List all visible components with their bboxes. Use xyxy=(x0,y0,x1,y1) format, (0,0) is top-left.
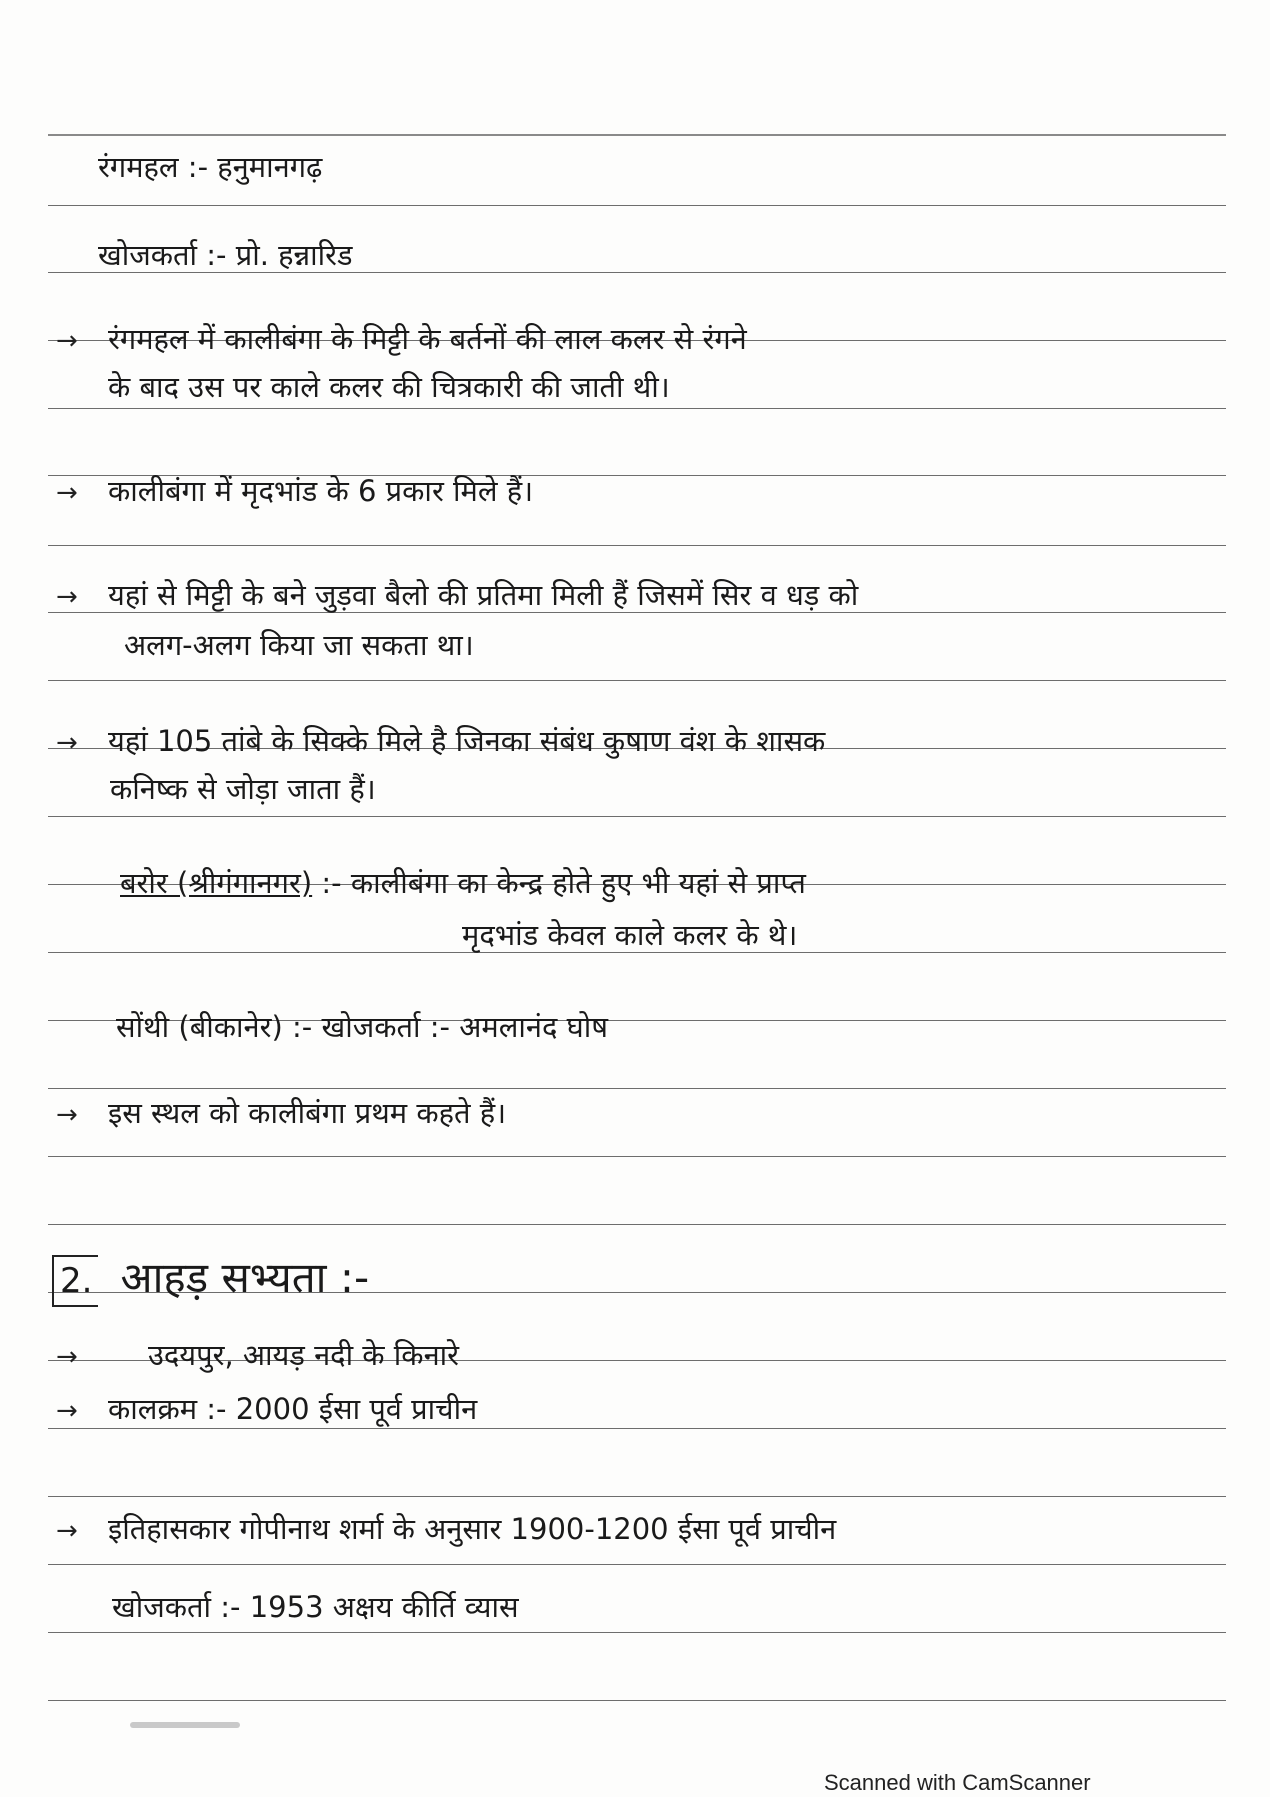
note-line-udaipur xyxy=(56,1338,459,1374)
ruled-line xyxy=(48,680,1226,681)
section-number: 2. xyxy=(52,1255,98,1307)
ruled-line xyxy=(48,272,1226,273)
arrow-icon: → xyxy=(56,478,78,508)
section-heading-ahar xyxy=(52,1254,369,1307)
ruled-line xyxy=(48,545,1226,546)
ruled-line xyxy=(48,1156,1226,1157)
arrow-icon: → xyxy=(56,1100,78,1130)
ruled-line xyxy=(48,408,1226,409)
note-line-pottery-types xyxy=(56,474,533,510)
note-text: रंगमहल में कालीबंगा के मिट्टी के बर्तनों की लाल कलर से रंगने xyxy=(108,322,747,356)
arrow-icon: → xyxy=(56,1342,78,1372)
arrow-icon: → xyxy=(56,728,78,758)
note-text: :- कालीबंगा का केन्द्र होते हुए भी यहां से प्राप्त xyxy=(321,866,806,900)
section-title: आहड़ सभ्यता :- xyxy=(120,1253,370,1302)
note-line-historian xyxy=(56,1512,836,1548)
note-text: यहां 105 तांबे के सिक्के मिले है जिनका संबंध कुषाण वंश के शासक xyxy=(108,724,826,758)
note-line-pottery-a xyxy=(56,322,747,358)
note-text: इतिहासकार गोपीनाथ शर्मा के अनुसार 1900-1200 ईसा पूर्व प्राचीन xyxy=(108,1512,837,1546)
note-text: सोंथी (बीकानेर) :- खोजकर्ता :- अमलानंद घोष xyxy=(116,1010,609,1044)
ruled-line xyxy=(48,1700,1226,1701)
site-title-baror: बरोर (श्रीगंगानगर) xyxy=(120,866,313,900)
note-line-bulls-a xyxy=(56,578,858,614)
arrow-icon: → xyxy=(56,1516,78,1546)
arrow-icon: → xyxy=(56,326,78,356)
note-line-pottery-b xyxy=(108,370,670,404)
note-line-sonthi xyxy=(116,1010,608,1044)
camscanner-watermark: Scanned with CamScanner xyxy=(824,1770,1091,1795)
note-text: अलग-अलग किया जा सकता था। xyxy=(124,628,474,662)
ruled-line xyxy=(48,205,1226,206)
ruled-line xyxy=(48,1564,1226,1565)
ruled-line xyxy=(48,1224,1226,1225)
note-text: कनिष्क से जोड़ा जाता हैं। xyxy=(110,772,376,806)
note-text: रंगमहल :- हनुमानगढ़ xyxy=(98,150,323,184)
ruled-line xyxy=(48,1088,1226,1089)
note-text: खोजकर्ता :- 1953 अक्षय कीर्ति व्यास xyxy=(112,1590,519,1624)
ruled-line xyxy=(48,1632,1226,1633)
ruled-line xyxy=(48,1496,1226,1497)
note-text: खोजकर्ता :- प्रो. हन्नारिड xyxy=(98,238,353,272)
note-text: यहां से मिट्टी के बने जुड़वा बैलो की प्रतिमा मिली हैं जिसमें सिर व धड़ को xyxy=(108,578,859,612)
note-line-coins-b xyxy=(110,772,376,806)
note-line-baror-b xyxy=(462,918,797,952)
note-text: उदयपुर, आयड़ नदी के किनारे xyxy=(148,1338,460,1372)
note-line-chronology xyxy=(56,1392,477,1428)
note-line-rangmahal xyxy=(98,150,322,184)
note-line-coins-a xyxy=(56,724,825,760)
arrow-icon: → xyxy=(56,582,78,612)
note-line-ahar-discoverer xyxy=(112,1590,519,1624)
note-line-bulls-b xyxy=(124,628,474,662)
scan-smudge xyxy=(130,1722,240,1728)
note-line-kalibanga-first xyxy=(56,1096,506,1132)
ruled-line xyxy=(48,952,1226,953)
arrow-icon: → xyxy=(56,1396,78,1426)
ruled-line xyxy=(48,1428,1226,1429)
note-text: इस स्थल को कालीबंगा प्रथम कहते हैं। xyxy=(108,1096,507,1130)
note-line-baror-a xyxy=(120,866,806,900)
note-text: कालीबंगा में मृदभांड के 6 प्रकार मिले हैं। xyxy=(108,474,534,508)
ruled-line xyxy=(48,134,1226,136)
note-text: कालक्रम :- 2000 ईसा पूर्व प्राचीन xyxy=(108,1392,478,1426)
note-text: मृदभांड केवल काले कलर के थे। xyxy=(462,918,798,952)
note-line-discoverer xyxy=(98,238,353,272)
note-text: के बाद उस पर काले कलर की चित्रकारी की जाती थी। xyxy=(108,370,670,404)
ruled-line xyxy=(48,816,1226,817)
